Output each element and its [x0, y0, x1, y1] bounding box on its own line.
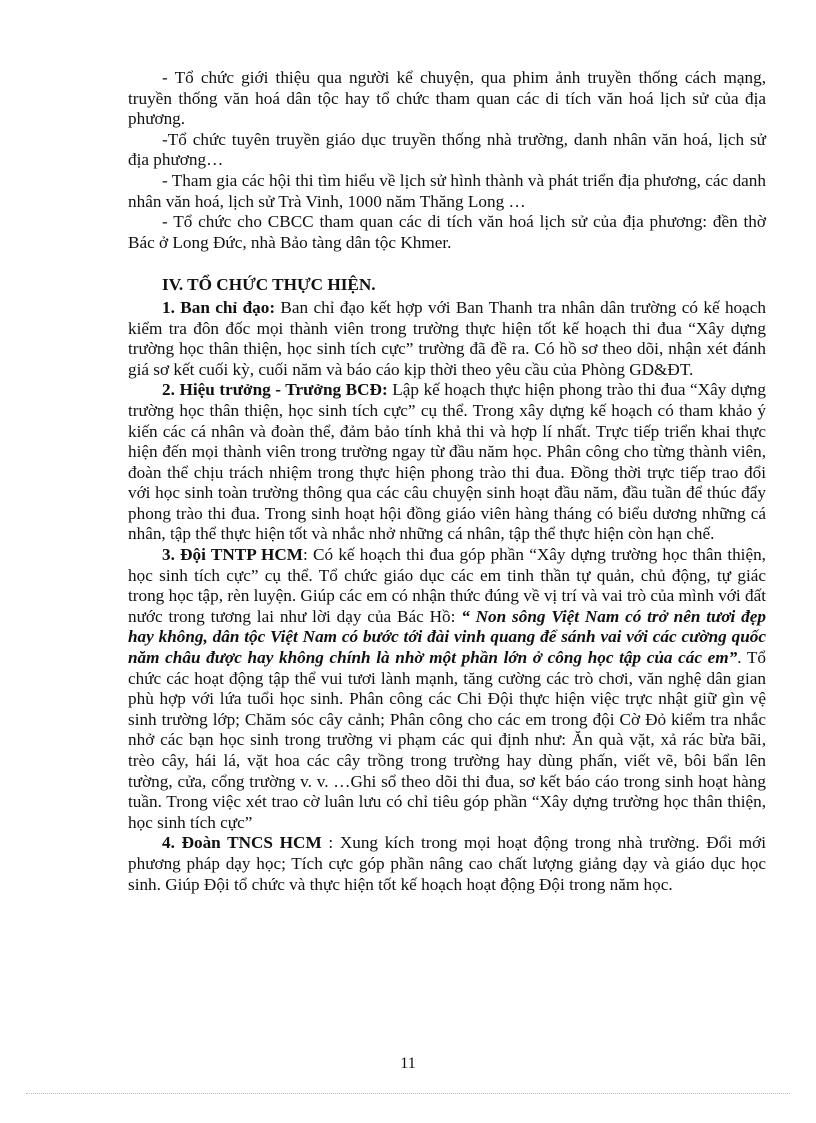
page-number: 11	[400, 1055, 416, 1072]
bullet-paragraph: - Tổ chức giới thiệu qua người kể chuyện, qua phim ảnh truyền thống cách mạng, truyền thống văn hoá dân tộc hay tổ chức tham quan các di tích văn hoá lịch sử của địa phương.	[128, 68, 766, 129]
section-heading: IV. TỔ CHỨC THỰC HIỆN.	[162, 275, 376, 295]
item-4-text: : Xung kích trong mọi hoạt động trong nhà trường. Đổi mới phương pháp dạy học; Tích cực góp phần nâng cao chất lượng giảng dạy và giáo dục học sinh. Giúp Đội tổ chức và thực hiện tốt kế hoạch hoạt động Đội trong năm học.	[128, 833, 767, 894]
item-3-paragraph	[128, 545, 766, 833]
ho-chi-minh-quote: “ Non sông Việt Nam có trở nên tươi đẹp hay không, dân tộc Việt Nam có bước tới đài vinh quang để sánh vai với các cường quốc năm châu được hay không chính là nhờ một phần lớn ở công học tập của các em”	[128, 606, 766, 668]
footer-divider	[26, 1093, 790, 1094]
item-2-label: 2. Hiệu trưởng - Trưởng BCĐ:	[162, 380, 388, 400]
item-4-paragraph	[128, 833, 766, 895]
item-2-text: Lập kế hoạch thực hiện phong trào thi đua “Xây dựng trường học thân thiện, học sinh tích cực” cụ thể. Trong xây dựng kế hoạch có tham khảo ý kiến các cá nhân và đoàn thể, đảm bảo tính khả thi và hợp lí nhất. Trực tiếp triển khai thực hiện đến mọi thành viên trong trường ngay từ đầu năm học. Phân công cho từng thành viên, đoàn thể chịu trách nhiệm trong thực hiện phong trào thi đua. Đồng thời trực tiếp trao đổi với học sinh toàn trường thông qua các câu chuyện sinh hoạt đầu năm, đầu tuần để thúc đẩy phong trào thi đua. Trong sinh hoạt hội đồng giáo viên hàng tháng có biểu dương những cá nhân, tập thể thực hiện tốt và nhắc nhở những cá nhân, tập thể thực hiện còn hạn chế.	[128, 380, 766, 544]
document-body	[128, 68, 766, 895]
bullet-paragraph: - Tổ chức cho CBCC tham quan các di tích văn hoá lịch sử của địa phương: đền thờ Bác ở Long Đức, nhà Bảo tàng dân tộc Khmer.	[128, 212, 766, 252]
item-3-label: 3. Đội TNTP HCM	[162, 545, 303, 565]
item-1-text: Ban chỉ đạo kết hợp với Ban Thanh tra nhân dân trường có kế hoạch kiểm tra đôn đốc mọi thành viên trong trường thực hiện tốt kế hoạch thi đua “Xây dựng trường học thân thiện, học sinh tích cực” trường đã đề ra. Có hồ sơ theo dõi, nhận xét đánh giá sơ kết cuối kỳ, cuối năm và báo cáo kịp thời theo yêu cầu của Phòng GD&ĐT.	[128, 297, 766, 379]
item-2-paragraph	[128, 380, 766, 545]
item-1-paragraph	[128, 298, 766, 380]
item-3-text-after: . Tổ chức các hoạt động tập thể vui tươi lành mạnh, tăng cường các trò chơi, văn nghệ dân gian phù hợp với lứa tuổi học sinh. Phân công các Chi Đội thực hiện việc trực nhật giữ gìn vệ sinh trường lớp; Chăm sóc cây cảnh; Phân công cho các em trong đội Cờ Đỏ kiểm tra nhắc nhở các bạn học sinh trong trường vi phạm các qui định như: Ăn quà vặt, xả rác bừa bãi, trèo cây, hái lá, vặt hoa các cây trồng trong trường hay dùng phấn, viết vẽ, bôi bẩn lên tường, cửa, cổng trường v. v. …Ghi sổ theo dõi thi đua, sơ kết báo cáo trong sinh hoạt hàng tuần. Trong việc xét trao cờ luân lưu có chỉ tiêu góp phần “Xây dựng trường học thân thiện, học sinh tích cực”	[128, 648, 766, 832]
bullet-paragraph: - Tham gia các hội thi tìm hiểu về lịch sử hình thành và phát triển địa phương, các danh nhân văn hoá, lịch sử Trà Vinh, 1000 năm Thăng Long …	[128, 170, 766, 211]
item-3-text-before: : Có kế hoạch thi đua góp phần “Xây dựng trường học thân thiện, học sinh tích cực” cụ thể. Tổ chức giáo dục các em tinh thần tự quản, chủ động, tự giác trong học tập, rèn luyện. Giúp các em có nhận thức đúng về vị trí và vai trò của mình với đất nước trong tương lai như lời dạy của Bác Hồ:	[128, 545, 766, 626]
bullet-paragraph: -Tổ chức tuyên truyền giáo dục truyền thống nhà trường, danh nhân văn hoá, lịch sử địa phương…	[128, 129, 766, 170]
item-1-label: 1. Ban chỉ đạo:	[162, 297, 276, 317]
item-4-label: 4. Đoàn TNCS HCM	[162, 833, 322, 853]
